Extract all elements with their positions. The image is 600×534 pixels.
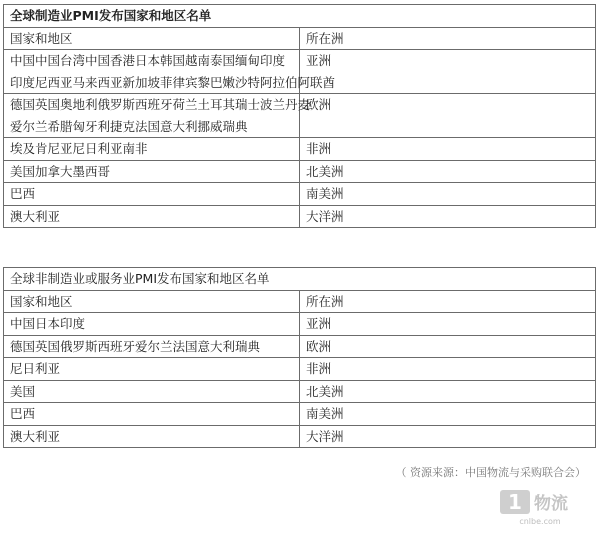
table-row xyxy=(4,358,596,381)
countries-cell: 澳大利亚 xyxy=(4,205,300,228)
table-row xyxy=(4,138,596,161)
countries-cell: 德国英国俄罗斯西班牙爱尔兰法国意大利瑞典 xyxy=(4,335,300,358)
region-cell: 非洲 xyxy=(300,138,596,161)
countries-cell: 巴西 xyxy=(4,183,300,206)
header-countries: 国家和地区 xyxy=(4,290,300,313)
header-region: 所在洲 xyxy=(300,27,596,50)
countries-cell: 巴西 xyxy=(4,403,300,426)
source-note: （ 资源来源：中国物流与采购联合会） xyxy=(395,466,586,479)
logo-subtext: cnlbe.com xyxy=(519,517,561,526)
table-row xyxy=(4,403,596,426)
table-row xyxy=(4,313,596,336)
countries-line: 印度尼西亚马来西亚新加坡菲律宾黎巴嫩沙特阿拉伯阿联酋 xyxy=(10,74,336,90)
countries-cell: 中国日本印度 xyxy=(4,313,300,336)
table-title-row xyxy=(4,268,596,291)
table-row xyxy=(4,425,596,448)
table-row xyxy=(4,94,596,138)
countries-cell: 澳大利亚 xyxy=(4,425,300,448)
region-cell: 欧洲 xyxy=(300,335,596,358)
table-row xyxy=(4,205,596,228)
countries-cell: 美国 xyxy=(4,380,300,403)
countries-cell xyxy=(4,94,311,138)
countries-line: 德国英国奥地利俄罗斯西班牙荷兰土耳其瑞士波兰丹麦 xyxy=(10,97,311,112)
logo-text: 物流 xyxy=(534,494,568,514)
region-cell: 南美洲 xyxy=(300,403,596,426)
region-cell: 亚洲 xyxy=(300,313,596,336)
countries-cell: 尼日利亚 xyxy=(4,358,300,381)
region-cell: 大洋洲 xyxy=(300,425,596,448)
table-title: 全球制造业PMI发布国家和地区名单 xyxy=(4,5,596,28)
table-title-row xyxy=(4,5,596,28)
table-row xyxy=(4,160,596,183)
region-cell: 欧洲 xyxy=(300,94,596,138)
header-countries: 国家和地区 xyxy=(4,27,300,50)
table-row xyxy=(4,50,596,94)
manufacturing-pmi-table xyxy=(3,4,596,228)
region-cell: 北美洲 xyxy=(300,380,596,403)
countries-line: 中国中国台湾中国香港日本韩国越南泰国缅甸印度 xyxy=(10,53,286,68)
header-region: 所在洲 xyxy=(300,290,596,313)
table-title: 全球非制造业或服务业PMI发布国家和地区名单 xyxy=(4,268,596,291)
table-header-row xyxy=(4,27,596,50)
region-cell: 亚洲 xyxy=(300,50,596,94)
table-row xyxy=(4,335,596,358)
countries-line: 爱尔兰希腊匈牙利捷克法国意大利挪威瑞典 xyxy=(10,118,248,134)
non-manufacturing-pmi-table xyxy=(3,267,596,448)
region-cell: 非洲 xyxy=(300,358,596,381)
table-row xyxy=(4,380,596,403)
countries-cell: 美国加拿大墨西哥 xyxy=(4,160,300,183)
watermark-logo xyxy=(490,486,586,528)
table-row xyxy=(4,183,596,206)
region-cell: 大洋洲 xyxy=(300,205,596,228)
logo-number: 1 xyxy=(508,490,522,514)
countries-cell: 埃及肯尼亚尼日利亚南非 xyxy=(4,138,300,161)
region-cell: 南美洲 xyxy=(300,183,596,206)
table-header-row xyxy=(4,290,596,313)
region-cell: 北美洲 xyxy=(300,160,596,183)
